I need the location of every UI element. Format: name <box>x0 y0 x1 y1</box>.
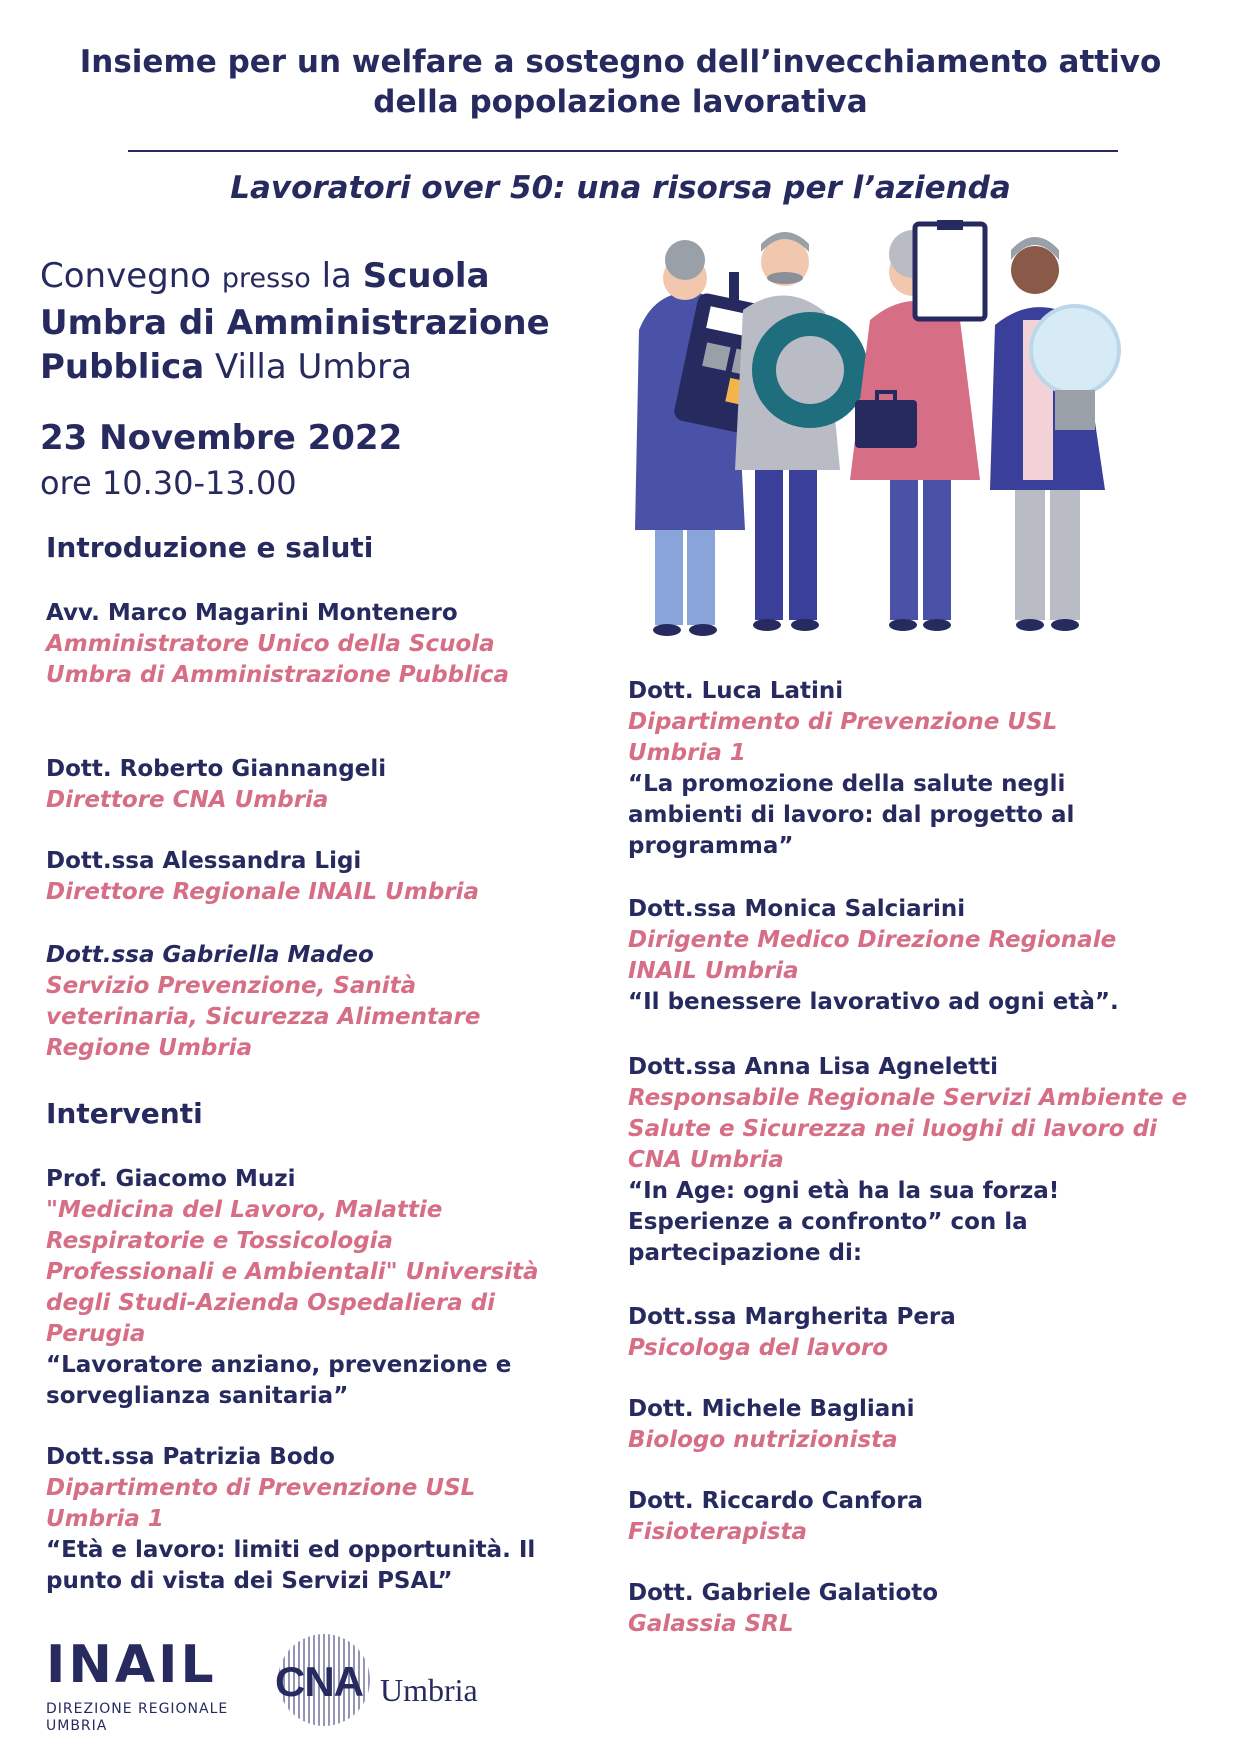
event-time: ore 10.30-13.00 <box>40 464 297 502</box>
speaker-name: Dott. Gabriele Galatioto <box>628 1580 939 1606</box>
speaker-role: Direttore CNA Umbria <box>46 787 329 813</box>
talk-title: “Lavoratore anziano, prevenzione e sorveglianza sanitaria” <box>46 1352 512 1409</box>
cna-logo-region: Umbria <box>380 1672 478 1708</box>
speaker-bagliani <box>628 1394 1188 1456</box>
speaker-giannangeli <box>46 754 606 816</box>
speaker-role: Dipartimento di Prevenzione USL Umbria 1 <box>628 709 1058 766</box>
venue-word-presso: presso <box>221 263 311 294</box>
gear-icon <box>752 312 868 428</box>
speaker-name: Dott.ssa Patrizia Bodo <box>46 1444 335 1470</box>
speaker-role: Servizio Prevenzione, Sanità veterinaria, Sicurezza Alimentare Regione Umbria <box>46 973 481 1061</box>
event-subtitle: Lavoratori over 50: una risorsa per l’azienda <box>230 170 1011 206</box>
section-title-intro: Introduzione e saluti <box>46 531 374 564</box>
event-title-line-2: della popolazione lavorativa <box>373 84 868 120</box>
speaker-name: Prof. Giacomo Muzi <box>46 1166 296 1192</box>
speaker-role: Psicologa del lavoro <box>628 1335 889 1361</box>
cna-umbria-logo <box>270 1632 530 1732</box>
speaker-name: Dott. Michele Bagliani <box>628 1396 915 1422</box>
inail-logo-subtitle-1: DIREZIONE REGIONALE <box>46 1701 229 1717</box>
section-title-interventi: Interventi <box>46 1097 203 1130</box>
speaker-name: Dott.ssa Anna Lisa Agneletti <box>628 1054 998 1080</box>
venue-word-convegno: Convegno <box>40 256 212 296</box>
talk-title: “Il benessere lavorativo ad ogni età”. <box>628 989 1119 1015</box>
speaker-latini <box>628 676 1128 862</box>
speaker-role: Dipartimento di Prevenzione USL Umbria 1 <box>46 1475 476 1532</box>
figure-man-grey <box>735 232 840 631</box>
speaker-role: Responsabile Regionale Servizi Ambiente e Salute e Sicurezza nei luoghi di lavoro di CNA Umbria <box>628 1085 1188 1173</box>
speaker-role: Biologo nutrizionista <box>628 1427 898 1453</box>
speaker-name: Dott.ssa Gabriella Madeo <box>46 942 374 968</box>
speaker-ligi <box>46 846 606 908</box>
divider <box>128 150 1118 152</box>
speaker-name: Dott.ssa Alessandra Ligi <box>46 848 362 874</box>
speaker-pera <box>628 1302 1188 1364</box>
speaker-role: Direttore Regionale INAIL Umbria <box>46 879 480 905</box>
speaker-role: Amministratore Unico della Scuola Umbra di Amministrazione Pubblica <box>46 631 510 688</box>
speaker-name: Dott. Roberto Giannangeli <box>46 756 387 782</box>
inail-logo-word: INAIL <box>46 1635 217 1695</box>
venue-villa: Villa Umbra <box>215 347 412 387</box>
speaker-name: Avv. Marco Magarini Montenero <box>46 600 458 626</box>
speaker-name: Dott. Luca Latini <box>628 678 844 704</box>
venue-name: Scuola Umbra di Amministrazione Pubblica <box>40 256 550 387</box>
speaker-name: Dott. Riccardo Canfora <box>628 1488 924 1514</box>
speaker-magarini <box>46 598 566 691</box>
talk-title: “In Age: ogni età ha la sua forza! Esperienze a confronto” con la partecipazione di: <box>628 1178 1060 1266</box>
speaker-role: Dirigente Medico Direzione Regionale INAIL Umbria <box>628 927 1117 984</box>
inail-logo <box>46 1637 228 1735</box>
speaker-name: Dott.ssa Monica Salciarini <box>628 896 966 922</box>
event-title-line-1: Insieme per un welfare a sostegno dell’invecchiamento attivo <box>79 44 1162 80</box>
speaker-salciarini <box>628 894 1168 1018</box>
talk-title: “Età e lavoro: limiti ed opportunità. Il punto di vista dei Servizi PSAL” <box>46 1537 536 1594</box>
speaker-role: "Medicina del Lavoro, Malattie Respiratorie e Tossicologia Professionali e Ambientali" Università degli Studi-Azienda Ospedaliera di Perugia <box>46 1197 539 1347</box>
cna-logo-word: CNA <box>275 1658 363 1705</box>
event-date: 23 Novembre 2022 <box>40 418 403 458</box>
illustration-elderly-workers <box>625 220 1205 650</box>
speaker-role: Galassia SRL <box>628 1611 794 1637</box>
speaker-muzi <box>46 1164 566 1412</box>
speaker-canfora <box>628 1486 1188 1548</box>
clipboard-icon <box>915 220 985 319</box>
venue-word-la: la <box>321 256 352 296</box>
event-title <box>0 42 1241 122</box>
speaker-madeo <box>46 940 566 1064</box>
figure-man-navy <box>990 237 1105 631</box>
speaker-role: Fisioterapista <box>628 1519 807 1545</box>
speaker-bodo <box>46 1442 566 1597</box>
speaker-agneletti <box>628 1052 1218 1269</box>
inail-logo-subtitle-2: UMBRIA <box>46 1718 108 1734</box>
speaker-galatioto <box>628 1578 1188 1640</box>
venue <box>40 254 600 389</box>
talk-title: “La promozione della salute negli ambienti di lavoro: dal progetto al programma” <box>628 771 1075 859</box>
speaker-name: Dott.ssa Margherita Pera <box>628 1304 956 1330</box>
